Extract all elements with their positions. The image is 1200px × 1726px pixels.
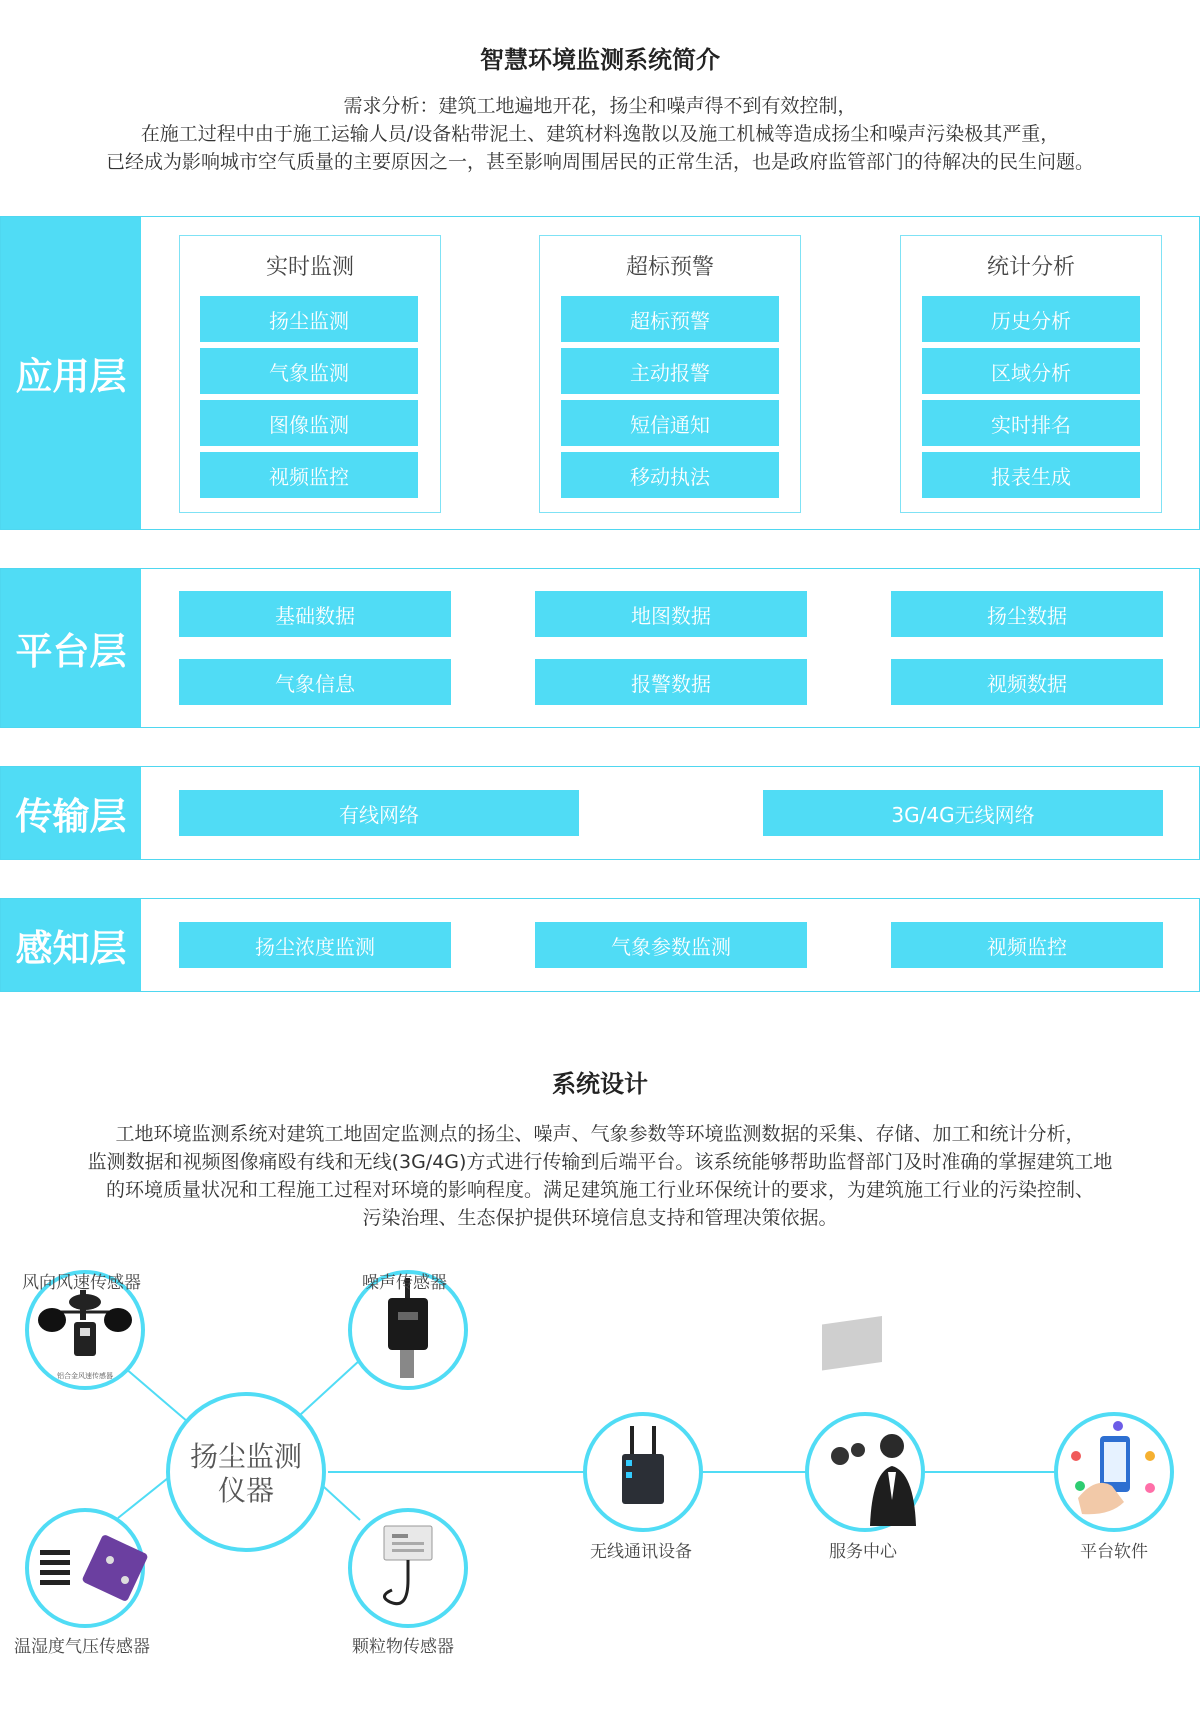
service-center-node[interactable]: [807, 1316, 923, 1530]
transport-layer-label: 传输层: [1, 767, 141, 859]
app-item[interactable]: 历史分析: [922, 296, 1140, 342]
platform-item[interactable]: 基础数据: [179, 591, 451, 637]
platform-layer: [0, 568, 1200, 728]
wireless-device-node[interactable]: [585, 1414, 701, 1530]
app-item[interactable]: 超标预警: [561, 296, 779, 342]
intro-line: 已经成为影响城市空气质量的主要原因之一，甚至影响周围居民的正常生活，也是政府监管部门的待解决的民生问题。: [105, 151, 1094, 173]
platform-software-node[interactable]: [1056, 1414, 1172, 1530]
thp-sensor-caption: 温湿度气压传感器: [14, 1637, 150, 1657]
hub-label-line: 扬尘监测: [189, 1440, 302, 1473]
design-line: 工地环境监测系统对建筑工地固定监测点的扬尘、噪声、气象参数等环境监测数据的采集、存储、加工和统计分析，: [115, 1123, 1085, 1145]
platform-item[interactable]: 扬尘数据: [891, 591, 1163, 637]
group-title: 实时监测: [265, 255, 354, 280]
app-item[interactable]: 图像监测: [200, 400, 418, 446]
particle-sensor-node[interactable]: [350, 1510, 466, 1626]
app-item[interactable]: 主动报警: [561, 348, 779, 394]
design-title: 系统设计: [552, 1070, 648, 1098]
group-realtime-monitoring: [179, 235, 441, 513]
intro-line: 需求分析：建筑工地遍地开花，扬尘和噪声得不到有效控制，: [343, 95, 857, 117]
app-item[interactable]: 气象监测: [200, 348, 418, 394]
application-layer: [0, 216, 1200, 530]
noise-sensor-caption: 噪声传感器: [362, 1273, 447, 1293]
intro-text: [0, 92, 1200, 176]
perception-layer: [0, 898, 1200, 992]
intro-line: 在施工过程中由于施工运输人员/设备粘带泥土、建筑材料逸散以及施工机械等造成扬尘和噪声污染极其严重，: [140, 123, 1060, 145]
perception-item[interactable]: 视频监控: [891, 922, 1163, 968]
intro-title: 智慧环境监测系统简介: [480, 46, 720, 74]
thp-sensor-node[interactable]: [27, 1510, 149, 1626]
platform-item[interactable]: 视频数据: [891, 659, 1163, 705]
platform-software-caption: 平台软件: [1080, 1542, 1148, 1562]
perception-layer-label: 感知层: [1, 899, 141, 991]
app-item[interactable]: 视频监控: [200, 452, 418, 498]
group-title: 统计分析: [986, 255, 1075, 280]
design-text: [0, 1120, 1200, 1232]
platform-item[interactable]: 气象信息: [179, 659, 451, 705]
particle-sensor-caption: 颗粒物传感器: [352, 1637, 454, 1657]
app-item[interactable]: 实时排名: [922, 400, 1140, 446]
app-item[interactable]: 区域分析: [922, 348, 1140, 394]
platform-item[interactable]: 报警数据: [535, 659, 807, 705]
platform-item[interactable]: 地图数据: [535, 591, 807, 637]
app-item[interactable]: 扬尘监测: [200, 296, 418, 342]
design-line: 的环境质量状况和工程施工过程对环境的影响程度。满足建筑施工行业环保统计的要求，为建筑施工行业的污染控制、: [105, 1179, 1094, 1201]
hub-label-line: 仪器: [217, 1474, 274, 1507]
perception-item[interactable]: 气象参数监测: [535, 922, 807, 968]
design-line: 监测数据和视频图像痛殴有线和无线(3G/4G)方式进行传输到后端平台。该系统能够帮助监督部门及时准确的掌握建筑工地: [87, 1151, 1113, 1173]
group-title: 超标预警: [625, 255, 714, 280]
application-layer-label: 应用层: [1, 217, 141, 529]
transport-layer: [0, 766, 1200, 860]
platform-layer-label: 平台层: [1, 569, 141, 727]
app-item[interactable]: 短信通知: [561, 400, 779, 446]
app-item[interactable]: 移动执法: [561, 452, 779, 498]
app-item[interactable]: 报表生成: [922, 452, 1140, 498]
transport-item[interactable]: 3G/4G无线网络: [763, 790, 1163, 836]
group-statistical-analysis: [900, 235, 1162, 513]
wind-sensor-caption: 风向风速传感器: [22, 1273, 141, 1293]
service-center-caption: 服务中心: [829, 1542, 897, 1562]
group-overlimit-warning: [539, 235, 801, 513]
hub-label: [170, 1440, 322, 1508]
wind-sensor-tag: 铝合金风速传感器: [57, 1373, 113, 1380]
perception-item[interactable]: 扬尘浓度监测: [179, 922, 451, 968]
transport-item[interactable]: 有线网络: [179, 790, 579, 836]
wireless-device-caption: 无线通讯设备: [590, 1542, 692, 1562]
design-line: 污染治理、生态保护提供环境信息支持和管理决策依据。: [362, 1207, 838, 1229]
